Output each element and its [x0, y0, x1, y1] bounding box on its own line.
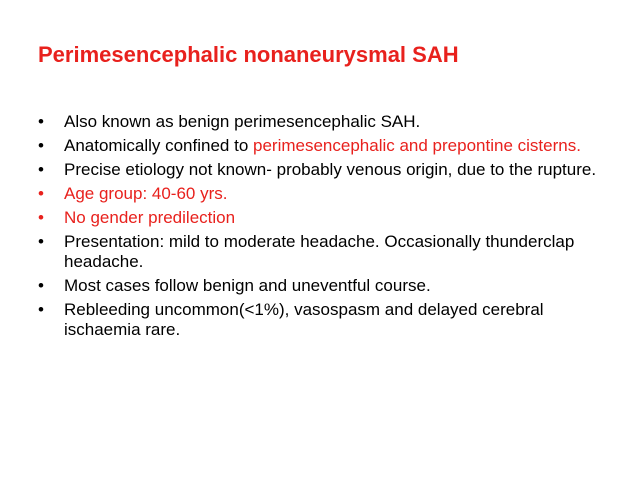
bullet-dot: •: [38, 112, 44, 131]
bullet-text: Presentation: mild to moderate headache. Occasionally thunderclap headache.: [64, 232, 575, 271]
bullet-dot: •: [38, 300, 44, 319]
bullet-dot: •: [38, 184, 44, 203]
bullet-item: [38, 276, 610, 296]
bullet-item: [38, 112, 610, 132]
bullet-item: [38, 136, 610, 156]
bullet-text: Precise etiology not known- probably venous origin, due to the rupture.: [64, 160, 597, 179]
bullet-list: [38, 112, 610, 344]
bullet-text: Also known as benign perimesencephalic SAH.: [64, 112, 421, 131]
bullet-text: Anatomically confined to: [64, 136, 253, 155]
bullet-item: [38, 184, 610, 204]
bullet-item: [38, 300, 610, 340]
bullet-dot: •: [38, 208, 44, 227]
bullet-item: [38, 232, 610, 272]
bullet-dot: •: [38, 160, 44, 179]
bullet-text: Most cases follow benign and uneventful course.: [64, 276, 431, 295]
bullet-item: [38, 160, 610, 180]
bullet-dot: •: [38, 136, 44, 155]
bullet-text: Rebleeding uncommon(<1%), vasospasm and delayed cerebral ischaemia rare.: [64, 300, 544, 339]
bullet-highlight: perimesencephalic and prepontine cisterns.: [253, 136, 581, 155]
bullet-dot: •: [38, 276, 44, 295]
bullet-highlight: No gender predilection: [64, 208, 236, 227]
bullet-item: [38, 208, 610, 228]
bullet-dot: •: [38, 232, 44, 251]
bullet-highlight: Age group: 40-60 yrs.: [64, 184, 228, 203]
slide-title: Perimesencephalic nonaneurysmal SAH: [38, 42, 459, 67]
